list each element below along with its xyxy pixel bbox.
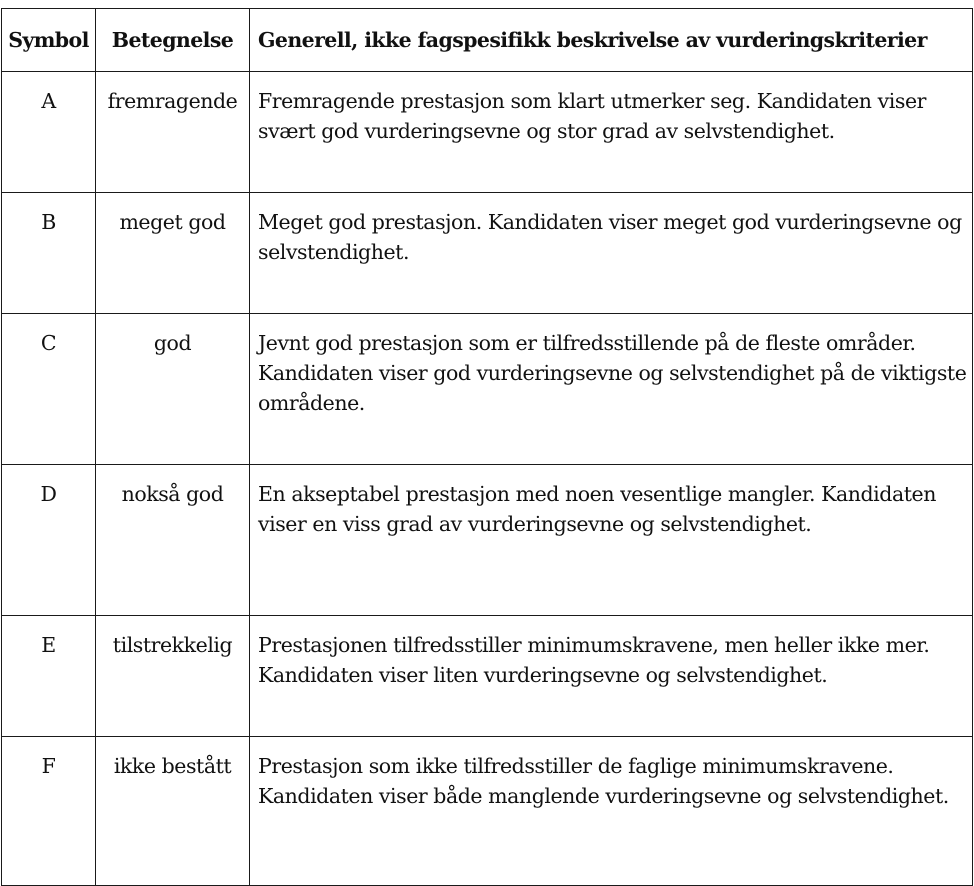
grade-symbol: E (2, 616, 96, 737)
grade-label: fremragende (96, 72, 250, 193)
grade-label: nokså god (96, 465, 250, 616)
grade-description: En akseptabel prestasjon med noen vesentlige mangler. Kandidaten viser en viss grad av vurderingsevne og selvstendighet. (250, 465, 973, 616)
grade-symbol: D (2, 465, 96, 616)
grade-label: god (96, 314, 250, 465)
grade-symbol: A (2, 72, 96, 193)
table-row (2, 314, 973, 465)
grade-label: tilstrekkelig (96, 616, 250, 737)
header-row (2, 9, 973, 72)
grade-description: Jevnt god prestasjon som er tilfredsstillende på de fleste områder. Kandidaten viser god vurderingsevne og selvstendighet på de viktigste områdene. (250, 314, 973, 465)
grade-description: Prestasjon som ikke tilfredsstiller de faglige minimumskravene. Kandidaten viser både manglende vurderingsevne og selvstendighet. (250, 737, 973, 886)
header-symbol: Symbol (2, 9, 96, 72)
table-row (2, 616, 973, 737)
grade-label: meget god (96, 193, 250, 314)
table-row (2, 72, 973, 193)
grade-description: Meget god prestasjon. Kandidaten viser meget god vurderingsevne og selvstendighet. (250, 193, 973, 314)
grade-description: Fremragende prestasjon som klart utmerker seg. Kandidaten viser svært god vurderingsevne og stor grad av selvstendighet. (250, 72, 973, 193)
grade-symbol: B (2, 193, 96, 314)
grade-description: Prestasjonen tilfredsstiller minimumskravene, men heller ikke mer. Kandidaten viser liten vurderingsevne og selvstendighet. (250, 616, 973, 737)
table-row (2, 193, 973, 314)
table-row (2, 465, 973, 616)
table-row (2, 737, 973, 886)
grade-symbol: C (2, 314, 96, 465)
header-beskrivelse: Generell, ikke fagspesifikk beskrivelse av vurderingskriterier (250, 9, 973, 72)
grade-symbol: F (2, 737, 96, 886)
header-betegnelse: Betegnelse (96, 9, 250, 72)
grading-table (1, 8, 973, 886)
grade-label: ikke bestått (96, 737, 250, 886)
